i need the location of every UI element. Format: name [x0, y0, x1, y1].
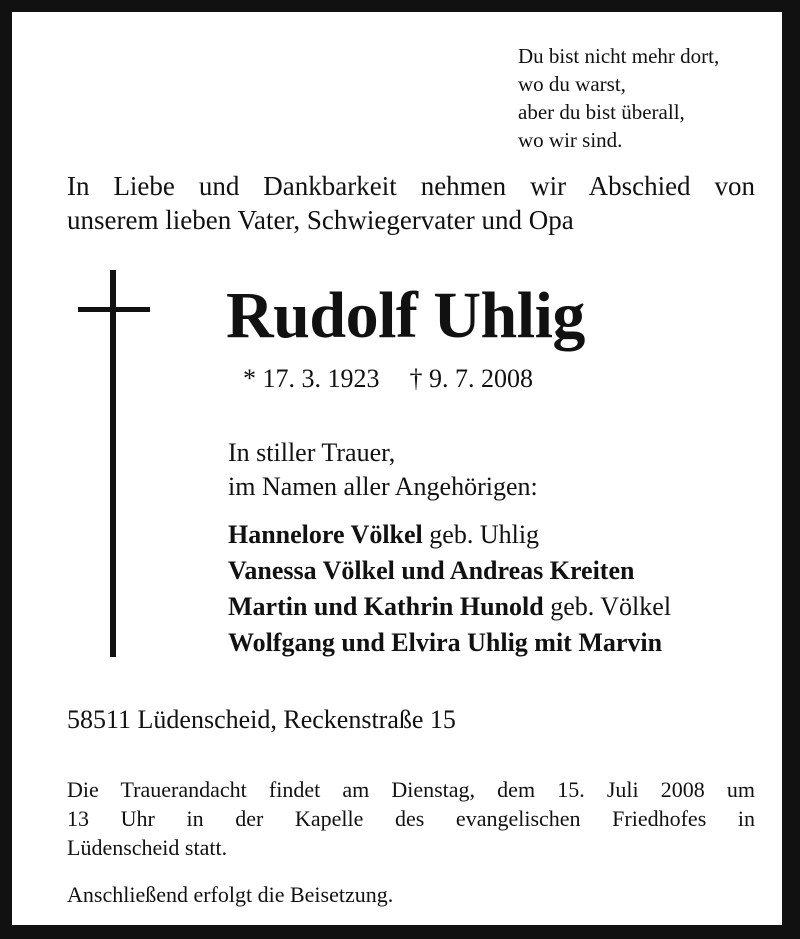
family-member: [228, 553, 671, 589]
family-member-name: Wolfgang und Elvira Uhlig mit Marvin: [228, 628, 663, 657]
service-info: [67, 775, 755, 862]
poem-line: Du bist nicht mehr dort,: [518, 44, 720, 68]
family-member-note: geb. Uhlig: [422, 520, 540, 549]
poem-line: wo wir sind.: [518, 128, 623, 152]
service-line: Lüdenscheid statt.: [67, 835, 228, 860]
intro-line: In Liebe und Dankbarkeit nehmen wir Abschied von: [67, 171, 755, 201]
death-date: † 9. 7. 2008: [409, 364, 533, 393]
poem-line: aber du bist überall,: [518, 100, 685, 124]
poem-line: wo du warst,: [518, 72, 626, 96]
mourning-text: [228, 436, 538, 504]
family-member-name: Hannelore Völkel: [228, 520, 423, 549]
birth-date: * 17. 3. 1923: [243, 364, 380, 393]
cross-icon-bar: [78, 307, 150, 312]
family-list: [228, 517, 671, 661]
burial-info: Anschließend erfolgt die Beisetzung.: [67, 882, 394, 907]
intro-text: [67, 169, 755, 237]
family-member: [228, 589, 671, 625]
service-line: 13 Uhr in der Kapelle des evangelischen Friedhofes in: [67, 806, 755, 831]
family-member: [228, 625, 671, 661]
family-member: [228, 517, 671, 553]
mourning-line: im Namen aller Angehörigen:: [228, 472, 538, 501]
family-member-name: Vanessa Völkel und Andreas Kreiten: [228, 556, 635, 585]
cross-icon: [110, 270, 116, 657]
service-line: Die Trauerandacht findet am Dienstag, dem 15. Juli 2008 um: [67, 777, 755, 802]
family-member-note: geb. Völkel: [543, 592, 672, 621]
family-member-name: Martin und Kathrin Hunold: [228, 592, 544, 621]
poem-verse: [518, 42, 719, 154]
life-dates: [243, 363, 533, 395]
mourning-line: In stiller Trauer,: [228, 438, 396, 467]
intro-line: unserem lieben Vater, Schwiegervater und Opa: [67, 205, 574, 235]
address: 58511 Lüdenscheid, Reckenstraße 15: [67, 705, 456, 734]
deceased-name: Rudolf Uhlig: [226, 279, 585, 352]
